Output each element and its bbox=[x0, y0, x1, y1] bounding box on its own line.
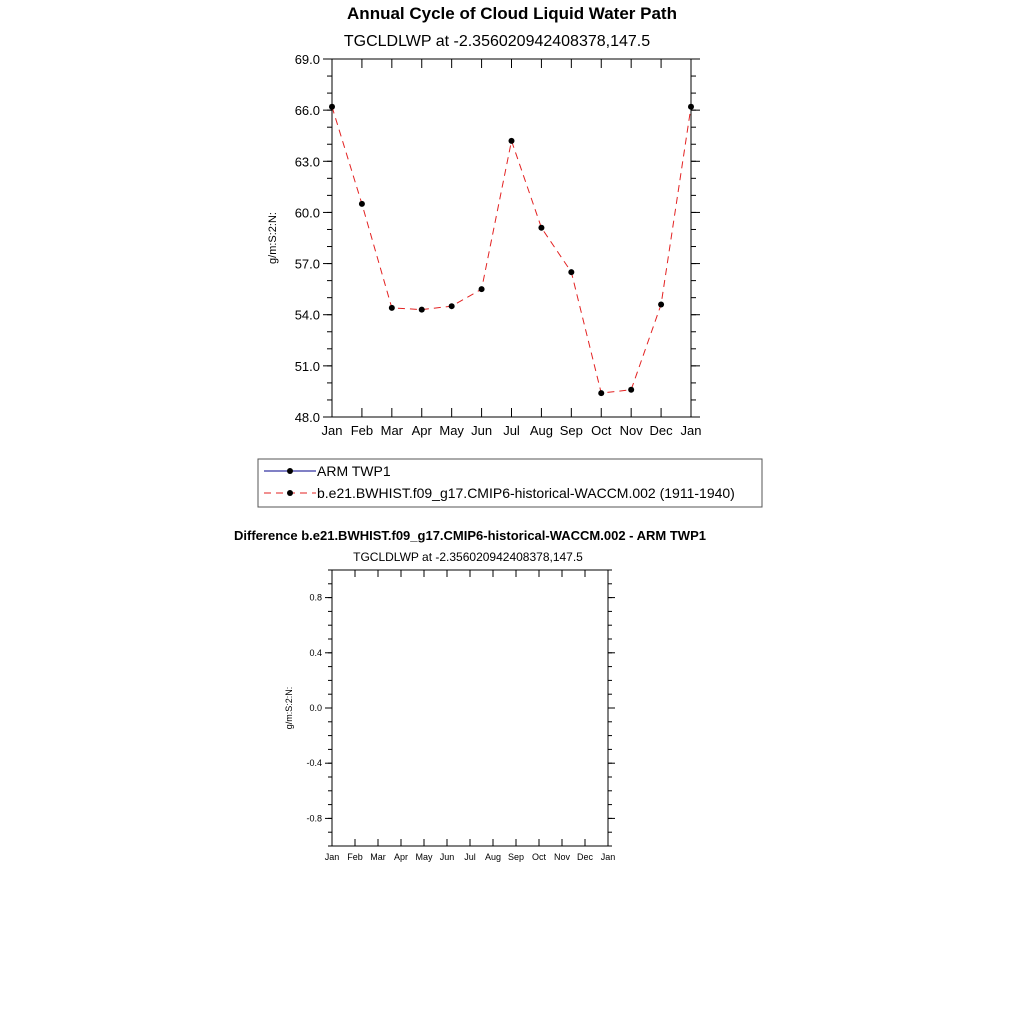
annual-cycle-chart bbox=[267, 4, 701, 438]
data-point bbox=[658, 301, 664, 307]
x-tick-label: Aug bbox=[484, 852, 502, 862]
axis-ticks bbox=[325, 570, 615, 846]
x-tick-label: Apr bbox=[393, 852, 409, 862]
difference-chart bbox=[234, 528, 706, 862]
data-point bbox=[628, 387, 634, 393]
data-point bbox=[449, 303, 455, 309]
x-tick-label: Jun bbox=[471, 423, 493, 438]
x-tick-labels bbox=[325, 852, 616, 862]
x-tick-label: Dec bbox=[576, 852, 594, 862]
x-tick-label: May bbox=[439, 423, 464, 438]
axis-ticks bbox=[323, 59, 700, 417]
y-tick-label: 0.4 bbox=[309, 647, 322, 658]
y-tick-label: -0.8 bbox=[306, 813, 322, 824]
y-tick-label: 57.0 bbox=[294, 256, 320, 272]
x-tick-label: Jan bbox=[600, 852, 616, 862]
x-tick-label: Aug bbox=[529, 423, 553, 438]
y-tick-label: 51.0 bbox=[294, 358, 320, 374]
x-tick-label: Nov bbox=[619, 423, 643, 438]
x-tick-label: Jul bbox=[464, 852, 476, 862]
y-tick-label: 54.0 bbox=[294, 307, 320, 323]
y-tick-label: 63.0 bbox=[294, 154, 320, 170]
data-point bbox=[509, 138, 515, 144]
x-tick-label: May bbox=[415, 852, 433, 862]
x-tick-label: Jan bbox=[680, 423, 702, 438]
series-line bbox=[332, 107, 691, 393]
data-point bbox=[359, 201, 365, 207]
chart-subtitle: TGCLDLWP at -2.356020942408378,147.5 bbox=[343, 33, 651, 50]
plot-frame bbox=[332, 570, 608, 846]
y-tick-labels bbox=[306, 593, 322, 824]
data-point bbox=[389, 305, 395, 311]
x-tick-label: Jun bbox=[439, 852, 455, 862]
x-tick-label: Feb bbox=[350, 423, 374, 438]
chart-title: Difference b.e21.BWHIST.f09_g17.CMIP6-historical-WACCM.002 - ARM TWP1 bbox=[234, 528, 706, 543]
x-tick-label: Sep bbox=[507, 852, 525, 862]
chart-title: Annual Cycle of Cloud Liquid Water Path bbox=[347, 4, 677, 23]
data-point bbox=[538, 225, 544, 231]
y-axis-label: g/m:S:2:N: bbox=[284, 686, 294, 730]
data-point bbox=[598, 390, 604, 396]
legend-label-model: b.e21.BWHIST.f09_g17.CMIP6-historical-WACCM.002 (1911-1940) bbox=[317, 485, 735, 501]
x-tick-label: Jan bbox=[324, 852, 340, 862]
x-tick-label: Jul bbox=[503, 423, 520, 438]
x-tick-labels bbox=[322, 423, 702, 438]
x-tick-label: Nov bbox=[553, 852, 571, 862]
x-tick-label: Oct bbox=[591, 423, 612, 438]
x-tick-label: Apr bbox=[411, 423, 432, 438]
y-tick-label: 60.0 bbox=[294, 205, 320, 221]
legend-label-arm-twp1: ARM TWP1 bbox=[317, 463, 391, 479]
legend-marker-arm-twp1 bbox=[287, 468, 293, 474]
y-tick-label: 69.0 bbox=[294, 52, 320, 67]
y-tick-label: 0.0 bbox=[309, 703, 322, 713]
y-tick-label: 48.0 bbox=[294, 410, 320, 425]
y-tick-label: 66.0 bbox=[294, 103, 320, 119]
x-tick-label: Feb bbox=[347, 852, 363, 862]
data-point bbox=[479, 286, 485, 292]
x-tick-label: Oct bbox=[531, 852, 547, 862]
y-tick-labels bbox=[295, 52, 320, 425]
chart-subtitle: TGCLDLWP at -2.356020942408378,147.5 bbox=[353, 550, 583, 564]
series-layer bbox=[329, 104, 694, 396]
legend bbox=[258, 459, 762, 507]
y-tick-label: -0.4 bbox=[306, 758, 322, 769]
x-tick-label: Mar bbox=[380, 423, 404, 438]
plot-frame bbox=[332, 59, 691, 417]
x-tick-label: Sep bbox=[559, 423, 583, 438]
data-point bbox=[419, 307, 425, 313]
x-tick-label: Jan bbox=[321, 423, 343, 438]
x-tick-label: Mar bbox=[370, 852, 386, 862]
y-tick-label: 0.8 bbox=[309, 592, 322, 603]
data-point bbox=[568, 269, 574, 275]
legend-marker-model bbox=[287, 490, 293, 496]
x-tick-label: Dec bbox=[649, 423, 673, 438]
y-axis-label: g/m:S:2:N: bbox=[267, 212, 279, 264]
